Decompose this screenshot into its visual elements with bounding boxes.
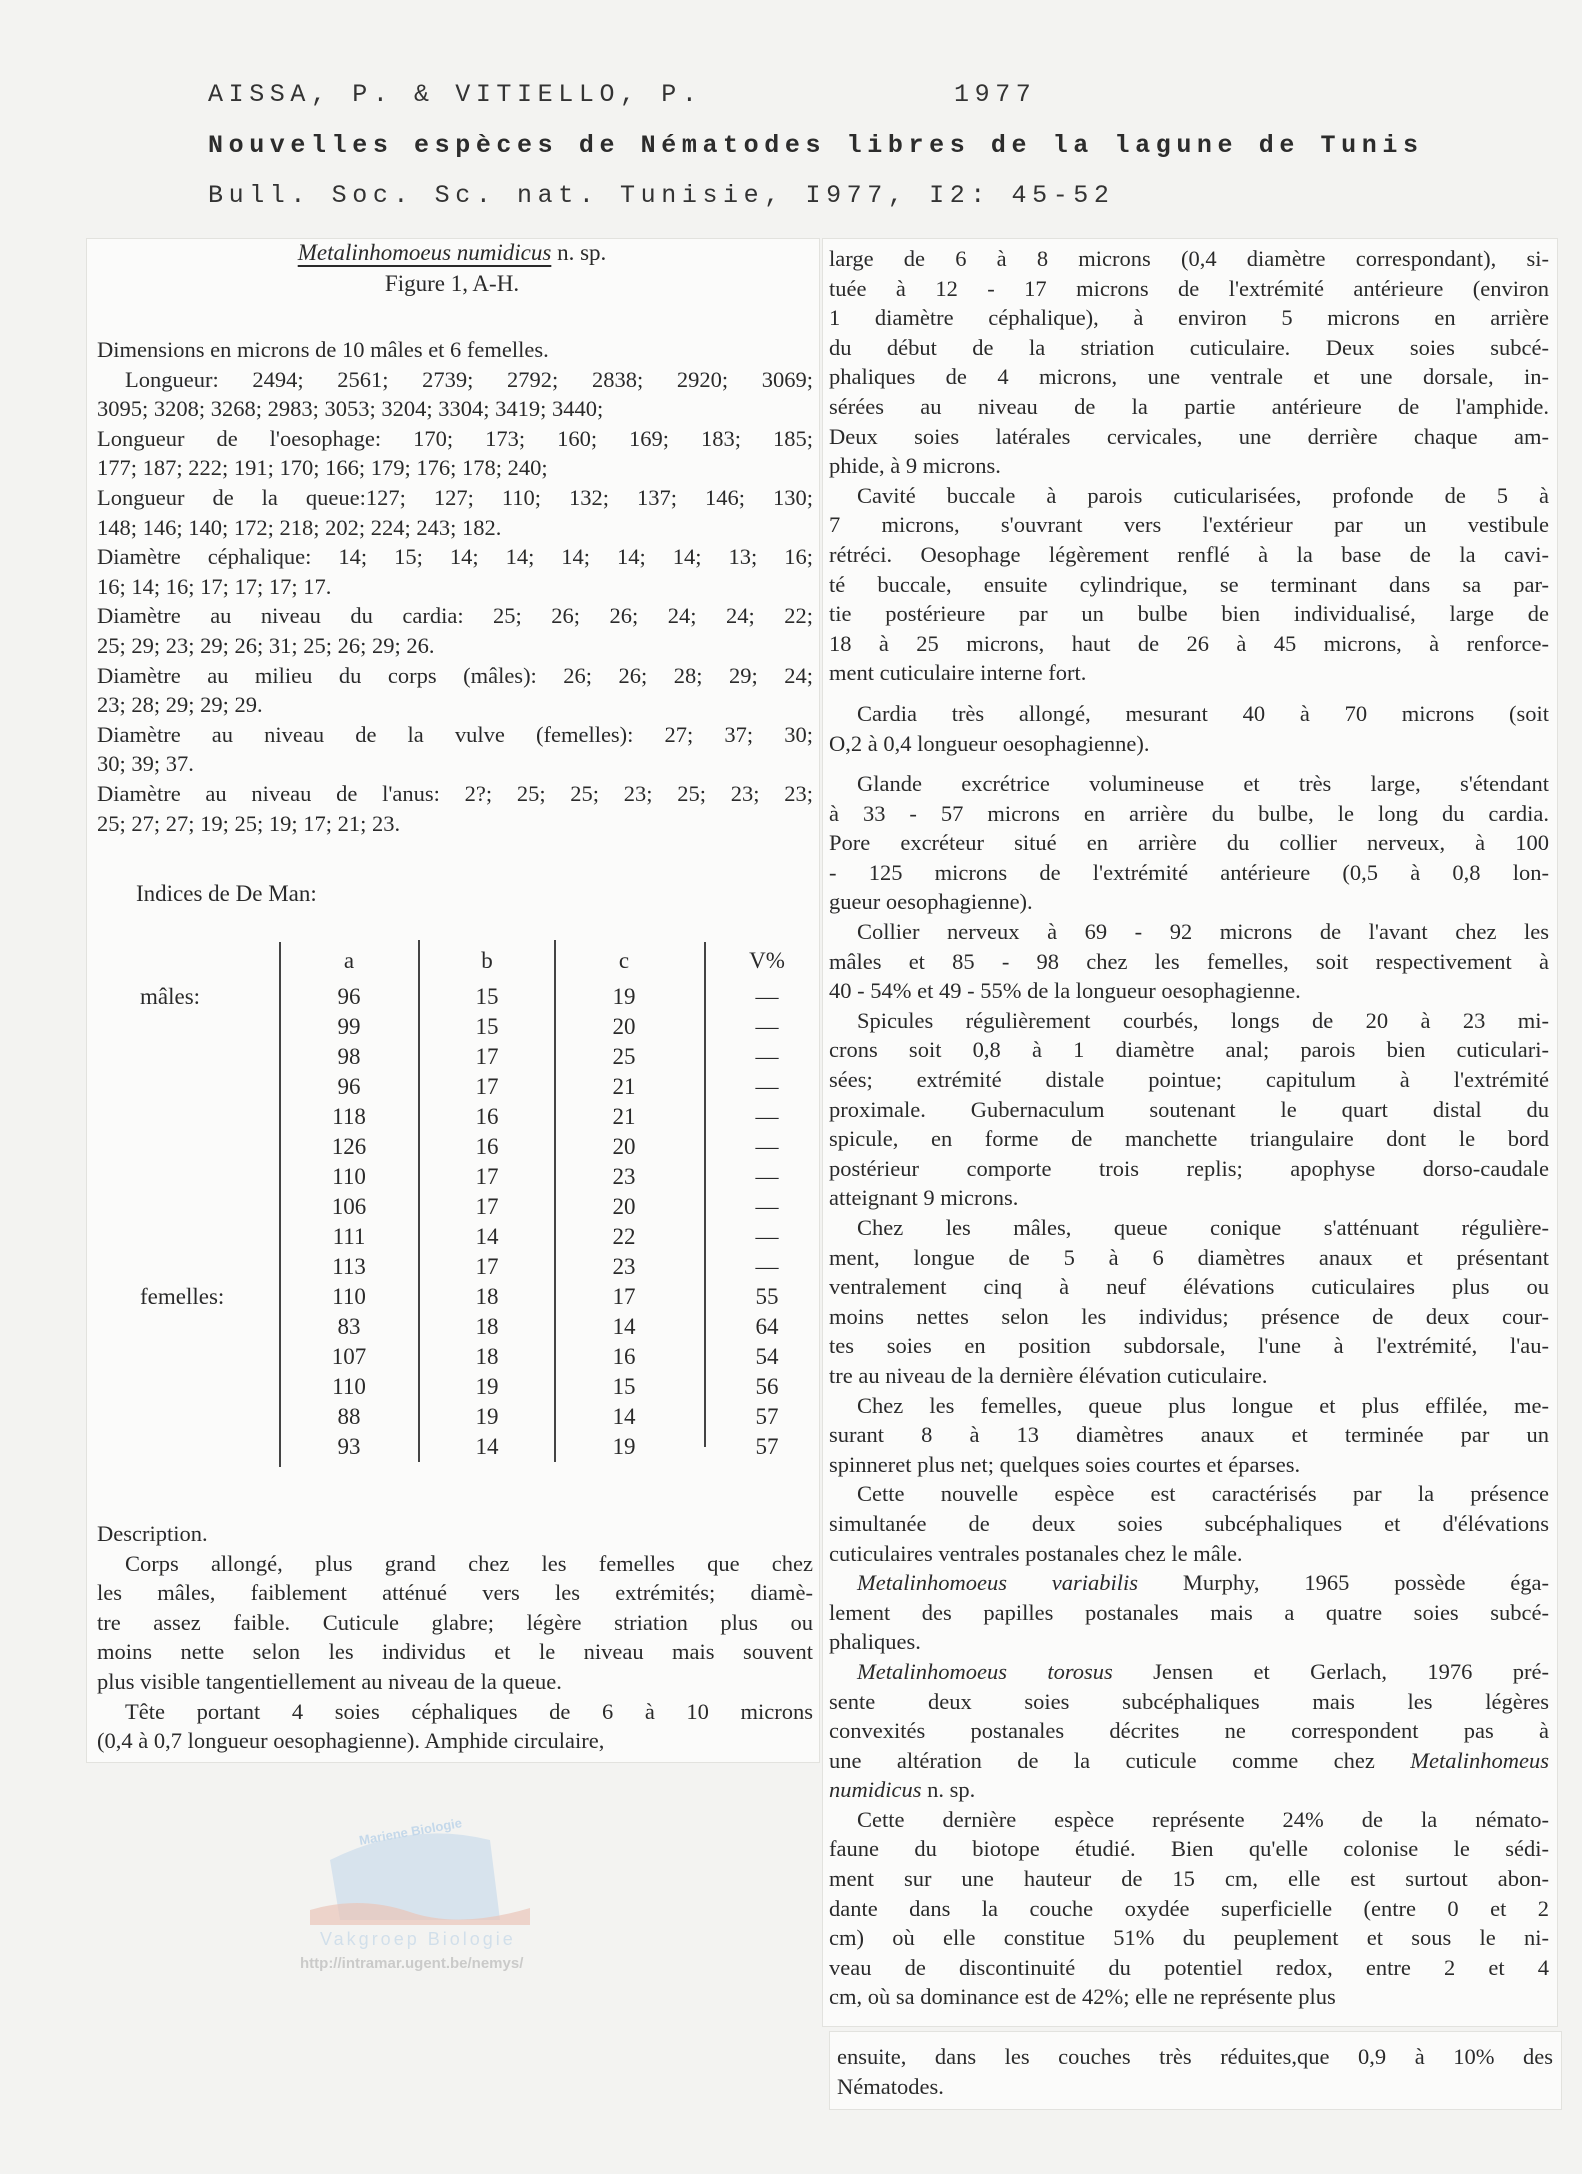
group-label bbox=[140, 1012, 280, 1042]
paragraph bbox=[97, 1549, 813, 1697]
text-line: Longueur de la queue:127; 127; 110; 132; 137; 146; 130; bbox=[97, 484, 813, 510]
figure-reference: Figure 1, A-H. bbox=[384, 271, 520, 296]
text-line: phide, à 9 microns. bbox=[829, 453, 1001, 479]
table-cell: 57 bbox=[755, 1404, 779, 1429]
table-cell: 20 bbox=[612, 1134, 636, 1159]
paragraph bbox=[97, 424, 813, 483]
paragraph bbox=[829, 1006, 1549, 1213]
text-line: Cardia très allongé, mesurant 40 à 70 microns (soit bbox=[857, 700, 1549, 726]
column-header: c bbox=[618, 948, 630, 973]
text-line: Cavité buccale à parois cuticularisées, profonde de 5 à bbox=[857, 482, 1549, 508]
table-row bbox=[140, 1012, 842, 1042]
table-cell: 17 bbox=[475, 1254, 499, 1279]
table-row bbox=[140, 1102, 842, 1132]
text-segment: Jensen et Gerlach, 1976 pré- bbox=[1112, 1658, 1549, 1684]
group-label bbox=[140, 1312, 280, 1342]
watermark-url: http://intramar.ugent.be/nemys/ bbox=[300, 1955, 524, 1972]
table-cell: 15 bbox=[612, 1374, 636, 1399]
indices-heading: Indices de De Man: bbox=[136, 881, 317, 906]
text-line: convexités postanales décrites ne correspondent pas à bbox=[829, 1718, 1549, 1744]
text-line: 3095; 3208; 3268; 2983; 3053; 3204; 3304; 3419; 3440; bbox=[97, 396, 604, 422]
table-cell: 98 bbox=[337, 1044, 361, 1069]
table-cell: — bbox=[755, 1224, 779, 1249]
text-line: Longueur de l'oesophage: 170; 173; 160; 169; 183; 185; bbox=[97, 425, 813, 451]
table-cell: 14 bbox=[612, 1404, 636, 1429]
text-line: Diamètre au niveau de la vulve (femelles): 27; 37; 30; bbox=[97, 721, 813, 747]
text-line bbox=[829, 1657, 1549, 1687]
table-cell: 23 bbox=[612, 1164, 636, 1189]
table-cell: 88 bbox=[337, 1404, 361, 1429]
paragraph bbox=[829, 481, 1549, 688]
table-row bbox=[140, 1132, 842, 1162]
paragraph bbox=[97, 720, 813, 779]
table-cell: 118 bbox=[332, 1104, 366, 1129]
group-label bbox=[140, 1192, 280, 1222]
table-cell: 126 bbox=[331, 1134, 367, 1159]
table-cell: 113 bbox=[332, 1254, 366, 1279]
table-cell: 54 bbox=[755, 1344, 779, 1369]
text-line: O,2 à 0,4 longueur oesophagienne). bbox=[829, 730, 1150, 756]
table-cell: — bbox=[755, 1164, 779, 1189]
text-line: mâles et 85 - 98 chez les femelles, soit respectivement à bbox=[829, 948, 1549, 974]
text-line: ment cuticulaire interne fort. bbox=[829, 660, 1087, 686]
italic-taxon: Metalinhomoeus torosus bbox=[857, 1658, 1113, 1684]
table-cell: 96 bbox=[337, 984, 361, 1009]
table-cell: 19 bbox=[475, 1374, 499, 1399]
text-line: 148; 146; 140; 172; 218; 202; 224; 243; 182. bbox=[97, 514, 502, 540]
table-cell: — bbox=[755, 1254, 779, 1279]
text-line: sérées au niveau de la partie antérieure de l'amphide. bbox=[829, 393, 1549, 419]
text-line: Collier nerveux à 69 - 92 microns de l'avant chez les bbox=[857, 919, 1549, 945]
text-line: 40 - 54% et 49 - 55% de la longueur oesophagienne. bbox=[829, 978, 1301, 1004]
italic-taxon: numidicus bbox=[829, 1777, 922, 1803]
text-line: 25; 27; 27; 19; 25; 19; 17; 21; 23. bbox=[97, 810, 401, 836]
paragraph bbox=[829, 1479, 1549, 1568]
group-label bbox=[140, 1402, 280, 1432]
table-cell: — bbox=[755, 1194, 779, 1219]
table-corner bbox=[140, 940, 280, 982]
text-line: ment, longue de 5 à 6 diamètres anaux et présentant bbox=[829, 1244, 1549, 1270]
table-row bbox=[140, 1282, 842, 1312]
text-line: Chez les femelles, queue plus longue et plus effilée, me- bbox=[857, 1392, 1549, 1418]
table-row bbox=[140, 1432, 842, 1462]
table-cell: 18 bbox=[475, 1344, 499, 1369]
text-line: faune du biotope étudié. Bien qu'elle colonise le sédi- bbox=[829, 1836, 1549, 1862]
text-line: ventralement cinq à neuf élévations cuticulaires plus ou bbox=[829, 1274, 1549, 1300]
table-cell: 14 bbox=[475, 1224, 499, 1249]
text-segment: Murphy, 1965 possède éga- bbox=[1138, 1570, 1549, 1596]
text-line: du début de la striation cuticulaire. Deux soies subcé- bbox=[829, 334, 1549, 360]
table-cell: 21 bbox=[612, 1104, 636, 1129]
species-name: Metalinhomoeus numidicus bbox=[297, 240, 552, 265]
paragraph bbox=[829, 699, 1549, 758]
paragraph bbox=[829, 769, 1549, 917]
group-label bbox=[140, 1132, 280, 1162]
table-header-row bbox=[140, 940, 842, 982]
text-line: 18 à 25 microns, haut de 26 à 45 microns, à renforce- bbox=[829, 630, 1549, 656]
text-line: sente deux soies subcéphaliques mais les légères bbox=[829, 1688, 1549, 1714]
watermark-text-2: Vakgroep Biologie bbox=[320, 1929, 516, 1949]
text-line: dante dans la couche oxydée superficielle (entre 0 et 2 bbox=[829, 1895, 1549, 1921]
table-cell: 20 bbox=[612, 1194, 636, 1219]
text-line: Corps allongé, plus grand chez les femelles que chez bbox=[125, 1550, 813, 1576]
paragraph bbox=[97, 1519, 813, 1549]
table-cell: 14 bbox=[612, 1314, 636, 1339]
table-cell: 23 bbox=[612, 1254, 636, 1279]
citation-year: 1977 bbox=[954, 80, 1037, 109]
paragraph bbox=[97, 661, 813, 720]
text-line: cuticulaires ventrales postanales chez le mâle. bbox=[829, 1540, 1243, 1566]
text-line: Tête portant 4 soies céphaliques de 6 à 10 microns bbox=[125, 1698, 813, 1724]
table-row bbox=[140, 1072, 842, 1102]
text-line: surant 8 à 13 diamètres anaux et terminée par un bbox=[829, 1422, 1549, 1448]
article-title: Nouvelles espèces de Nématodes libres de la lagune de Tunis bbox=[208, 131, 1424, 160]
group-label bbox=[140, 1102, 280, 1132]
table-cell: 19 bbox=[612, 1434, 636, 1459]
table-cell: 18 bbox=[475, 1284, 499, 1309]
paragraph bbox=[829, 917, 1549, 1006]
text-line: tre assez faible. Cuticule glabre; légère striation plus ou bbox=[97, 1609, 813, 1635]
table-row bbox=[140, 1252, 842, 1282]
table-cell: 15 bbox=[475, 1014, 499, 1039]
text-line: 23; 28; 29; 29; 29. bbox=[97, 692, 263, 718]
paragraph bbox=[829, 1391, 1549, 1480]
paragraph bbox=[97, 779, 813, 838]
paragraph bbox=[97, 1697, 813, 1756]
text-line: Description. bbox=[97, 1521, 208, 1546]
group-label bbox=[140, 1252, 280, 1282]
table-row bbox=[140, 1042, 842, 1072]
text-line: moins nette selon les individus et le niveau mais souvent bbox=[97, 1639, 813, 1665]
table-cell: 19 bbox=[612, 984, 636, 1009]
description-section bbox=[97, 1519, 813, 1756]
text-line: Diamètre au niveau du cardia: 25; 26; 26; 24; 24; 22; bbox=[97, 603, 813, 629]
text-line: Diamètre céphalique: 14; 15; 14; 14; 14; 14; 14; 13; 16; bbox=[97, 544, 813, 570]
text-line: à 33 - 57 microns en arrière du bulbe, le long du cardia. bbox=[829, 800, 1549, 826]
text-line: 16; 14; 16; 17; 17; 17; 17. bbox=[97, 573, 332, 599]
text-line: tre au niveau de la dernière élévation cuticulaire. bbox=[829, 1362, 1268, 1388]
table-cell: 16 bbox=[475, 1104, 499, 1129]
table-row bbox=[140, 1222, 842, 1252]
table-cell: 110 bbox=[332, 1374, 366, 1399]
text-line: cm, où sa dominance est de 42%; elle ne représente plus bbox=[829, 1984, 1336, 2010]
text-line: 30; 39; 37. bbox=[97, 751, 194, 777]
watermark-text-1: Mariene Biologie bbox=[357, 1815, 463, 1848]
table-row bbox=[140, 1312, 842, 1342]
text-line: tie postérieure par un bulbe bien individualisé, large de bbox=[829, 601, 1549, 627]
library-watermark bbox=[300, 1800, 560, 1975]
text-line: rétréci. Oesophage légèrement renflé à la base de la cavi- bbox=[829, 541, 1549, 567]
table-cell: 110 bbox=[332, 1164, 366, 1189]
paragraph bbox=[829, 1657, 1549, 1805]
table-cell: 96 bbox=[337, 1074, 361, 1099]
group-label bbox=[140, 1162, 280, 1192]
text-line: - 125 microns de l'extrémité antérieure (0,5 à 0,8 lon- bbox=[829, 859, 1549, 885]
group-label: mâles: bbox=[140, 984, 201, 1009]
table-cell: 19 bbox=[475, 1404, 499, 1429]
paragraph bbox=[829, 244, 1549, 481]
table-cell: 57 bbox=[755, 1434, 779, 1459]
group-label bbox=[140, 1222, 280, 1252]
species-heading bbox=[86, 240, 818, 266]
table-cell: 16 bbox=[612, 1344, 636, 1369]
table-row bbox=[140, 1402, 842, 1432]
table-cell: 15 bbox=[475, 984, 499, 1009]
text-line: 25; 29; 23; 29; 26; 31; 25; 26; 29; 26. bbox=[97, 632, 435, 658]
text-line: Longueur: 2494; 2561; 2739; 2792; 2838; 2920; 3069; bbox=[125, 366, 813, 392]
paragraph bbox=[97, 365, 813, 424]
text-line: veau de discontinuité du potentiel redox, entre 2 et 4 bbox=[829, 1954, 1549, 1980]
text-line bbox=[829, 1746, 1549, 1776]
text-line: tes soies en position subdorsale, l'une à l'extrémité, l'au- bbox=[829, 1333, 1549, 1359]
table-cell: — bbox=[755, 984, 779, 1009]
text-line bbox=[829, 1775, 1549, 1805]
citation-authors: AISSA, P. & VITIELLO, P. bbox=[208, 80, 703, 109]
text-line: (0,4 à 0,7 longueur oesophagienne). Amphide circulaire, bbox=[97, 1728, 605, 1754]
text-line: spicule, en forme de manchette triangulaire dont le bord bbox=[829, 1126, 1549, 1152]
italic-taxon: Metalinhomoeus variabilis bbox=[857, 1570, 1139, 1596]
text-line: postérieur comporte trois replis; apophyse dorso-caudale bbox=[829, 1155, 1549, 1181]
table-cell: 14 bbox=[475, 1434, 499, 1459]
text-line: proximale. Gubernaculum soutenant le quart distal du bbox=[829, 1096, 1549, 1122]
text-line: Deux soies latérales cervicales, une derrière chaque am- bbox=[829, 423, 1549, 449]
paragraph bbox=[97, 601, 813, 660]
text-segment: n. sp. bbox=[921, 1777, 976, 1803]
table-cell: 83 bbox=[337, 1314, 361, 1339]
group-label bbox=[140, 1372, 280, 1402]
text-line: ensuite, dans les couches très réduites,que 0,9 à 10% des bbox=[837, 2044, 1553, 2069]
group-label bbox=[140, 1042, 280, 1072]
text-line: Pore excréteur situé en arrière du collier nerveux, à 100 bbox=[829, 830, 1549, 856]
text-line: gueur oesophagienne). bbox=[829, 889, 1033, 915]
text-line: phaliques de 4 microns, une ventrale et une dorsale, in- bbox=[829, 364, 1549, 390]
text-line: 1 diamètre céphalique), à environ 5 microns en arrière bbox=[829, 305, 1549, 331]
table-row bbox=[140, 982, 842, 1012]
text-line: atteignant 9 microns. bbox=[829, 1185, 1019, 1211]
text-line: ment sur une hauteur de 15 cm, elle est surtout abon- bbox=[829, 1866, 1549, 1892]
table-row bbox=[140, 1162, 842, 1192]
group-label bbox=[140, 1342, 280, 1372]
table-cell: — bbox=[755, 1134, 779, 1159]
table-cell: 107 bbox=[331, 1344, 367, 1369]
paragraph bbox=[97, 483, 813, 542]
table-cell: 18 bbox=[475, 1314, 499, 1339]
table-cell: — bbox=[755, 1074, 779, 1099]
italic-taxon: Metalinhomeus bbox=[1410, 1747, 1549, 1773]
text-line: crons soit 0,8 à 1 diamètre anal; parois bien cuticulari- bbox=[829, 1037, 1549, 1063]
table-cell: — bbox=[755, 1044, 779, 1069]
text-line: Nématodes. bbox=[837, 2073, 944, 2099]
table-cell: 111 bbox=[332, 1224, 366, 1249]
text-line: 7 microns, s'ouvrant vers l'extérieur par un vestibule bbox=[829, 512, 1549, 538]
table-cell: 56 bbox=[755, 1374, 779, 1399]
text-line: tuée à 12 - 17 microns de l'extrémité antérieure (environ bbox=[829, 275, 1549, 301]
paragraph bbox=[97, 335, 813, 365]
table-cell: 17 bbox=[475, 1194, 499, 1219]
table-cell: 110 bbox=[332, 1284, 366, 1309]
text-segment: une altération de la cuticule comme chez bbox=[829, 1747, 1411, 1773]
text-line: Diamètre au milieu du corps (mâles): 26; 26; 28; 29; 24; bbox=[97, 662, 813, 688]
text-line: phaliques. bbox=[829, 1629, 921, 1655]
text-line: les mâles, faiblement atténué vers les extrémités; diamè- bbox=[97, 1580, 813, 1606]
text-line: large de 6 à 8 microns (0,4 diamètre correspondant), si- bbox=[829, 246, 1549, 271]
paragraph bbox=[837, 2042, 1553, 2101]
table-cell: 22 bbox=[612, 1224, 636, 1249]
continuation-text bbox=[837, 2042, 1553, 2101]
table-cell: 17 bbox=[475, 1044, 499, 1069]
table-cell: 21 bbox=[612, 1074, 636, 1099]
table-cell: 17 bbox=[475, 1074, 499, 1099]
text-line: cm) où elle constitue 51% du peuplement et sous le ni- bbox=[829, 1925, 1549, 1951]
paragraph bbox=[829, 1568, 1549, 1657]
table-cell: 99 bbox=[337, 1014, 361, 1039]
group-label: femelles: bbox=[140, 1284, 225, 1309]
table-cell: 25 bbox=[612, 1044, 636, 1069]
text-line: simultanée de deux soies subcéphaliques et d'élévations bbox=[829, 1510, 1549, 1536]
text-line: sées; extrémité distale pointue; capitulum à l'extrémité bbox=[829, 1067, 1549, 1093]
right-column-text bbox=[829, 244, 1549, 2012]
group-label bbox=[140, 1432, 280, 1462]
table-cell: — bbox=[755, 1014, 779, 1039]
table-row bbox=[140, 1342, 842, 1372]
table-cell: 16 bbox=[475, 1134, 499, 1159]
column-header: a bbox=[343, 948, 355, 973]
table-cell: 55 bbox=[755, 1284, 779, 1309]
text-line: té buccale, ensuite cylindrique, se terminant dans sa par- bbox=[829, 571, 1549, 597]
text-line: spinneret plus net; quelques soies courtes et éparses. bbox=[829, 1451, 1301, 1477]
paragraph bbox=[829, 1805, 1549, 2012]
column-header: V% bbox=[749, 948, 785, 973]
dimensions-section bbox=[97, 335, 813, 838]
table-row bbox=[140, 1192, 842, 1222]
text-line bbox=[829, 1568, 1549, 1598]
text-line: 177; 187; 222; 191; 170; 166; 179; 176; 178; 240; bbox=[97, 455, 548, 481]
journal-reference: Bull. Soc. Sc. nat. Tunisie, I977, I2: 45-52 bbox=[208, 181, 1115, 210]
table-cell: 106 bbox=[331, 1194, 367, 1219]
table-cell: 20 bbox=[612, 1014, 636, 1039]
text-line: Dimensions en microns de 10 mâles et 6 femelles. bbox=[97, 337, 549, 362]
text-line: Diamètre au niveau de l'anus: 2?; 25; 25; 23; 25; 23; 23; bbox=[97, 780, 813, 806]
column-header: b bbox=[481, 948, 493, 973]
text-line: Glande excrétrice volumineuse et très large, s'étendant bbox=[857, 771, 1549, 797]
species-suffix: n. sp. bbox=[557, 240, 607, 265]
table-row bbox=[140, 1372, 842, 1402]
text-line: plus visible tangentiellement au niveau de la queue. bbox=[97, 1668, 562, 1694]
text-line: moins nettes selon les individus; présence de deux cour- bbox=[829, 1303, 1549, 1329]
paragraph bbox=[829, 1213, 1549, 1391]
table-cell: 93 bbox=[337, 1434, 361, 1459]
group-label bbox=[140, 1072, 280, 1102]
text-line: lement des papilles postanales mais a quatre soies subcé- bbox=[829, 1599, 1549, 1625]
text-line: Chez les mâles, queue conique s'atténuant régulière- bbox=[857, 1215, 1549, 1240]
text-line: Cette nouvelle espèce est caractérisés par la présence bbox=[857, 1481, 1549, 1507]
table-cell: — bbox=[755, 1104, 779, 1129]
text-line: Spicules régulièrement courbés, longs de 20 à 23 mi- bbox=[857, 1007, 1549, 1033]
table-cell: 64 bbox=[755, 1314, 779, 1339]
table-cell: 17 bbox=[612, 1284, 636, 1309]
text-line: Cette dernière espèce représente 24% de la némato- bbox=[857, 1806, 1549, 1832]
paragraph bbox=[97, 542, 813, 601]
table-cell: 17 bbox=[475, 1164, 499, 1189]
